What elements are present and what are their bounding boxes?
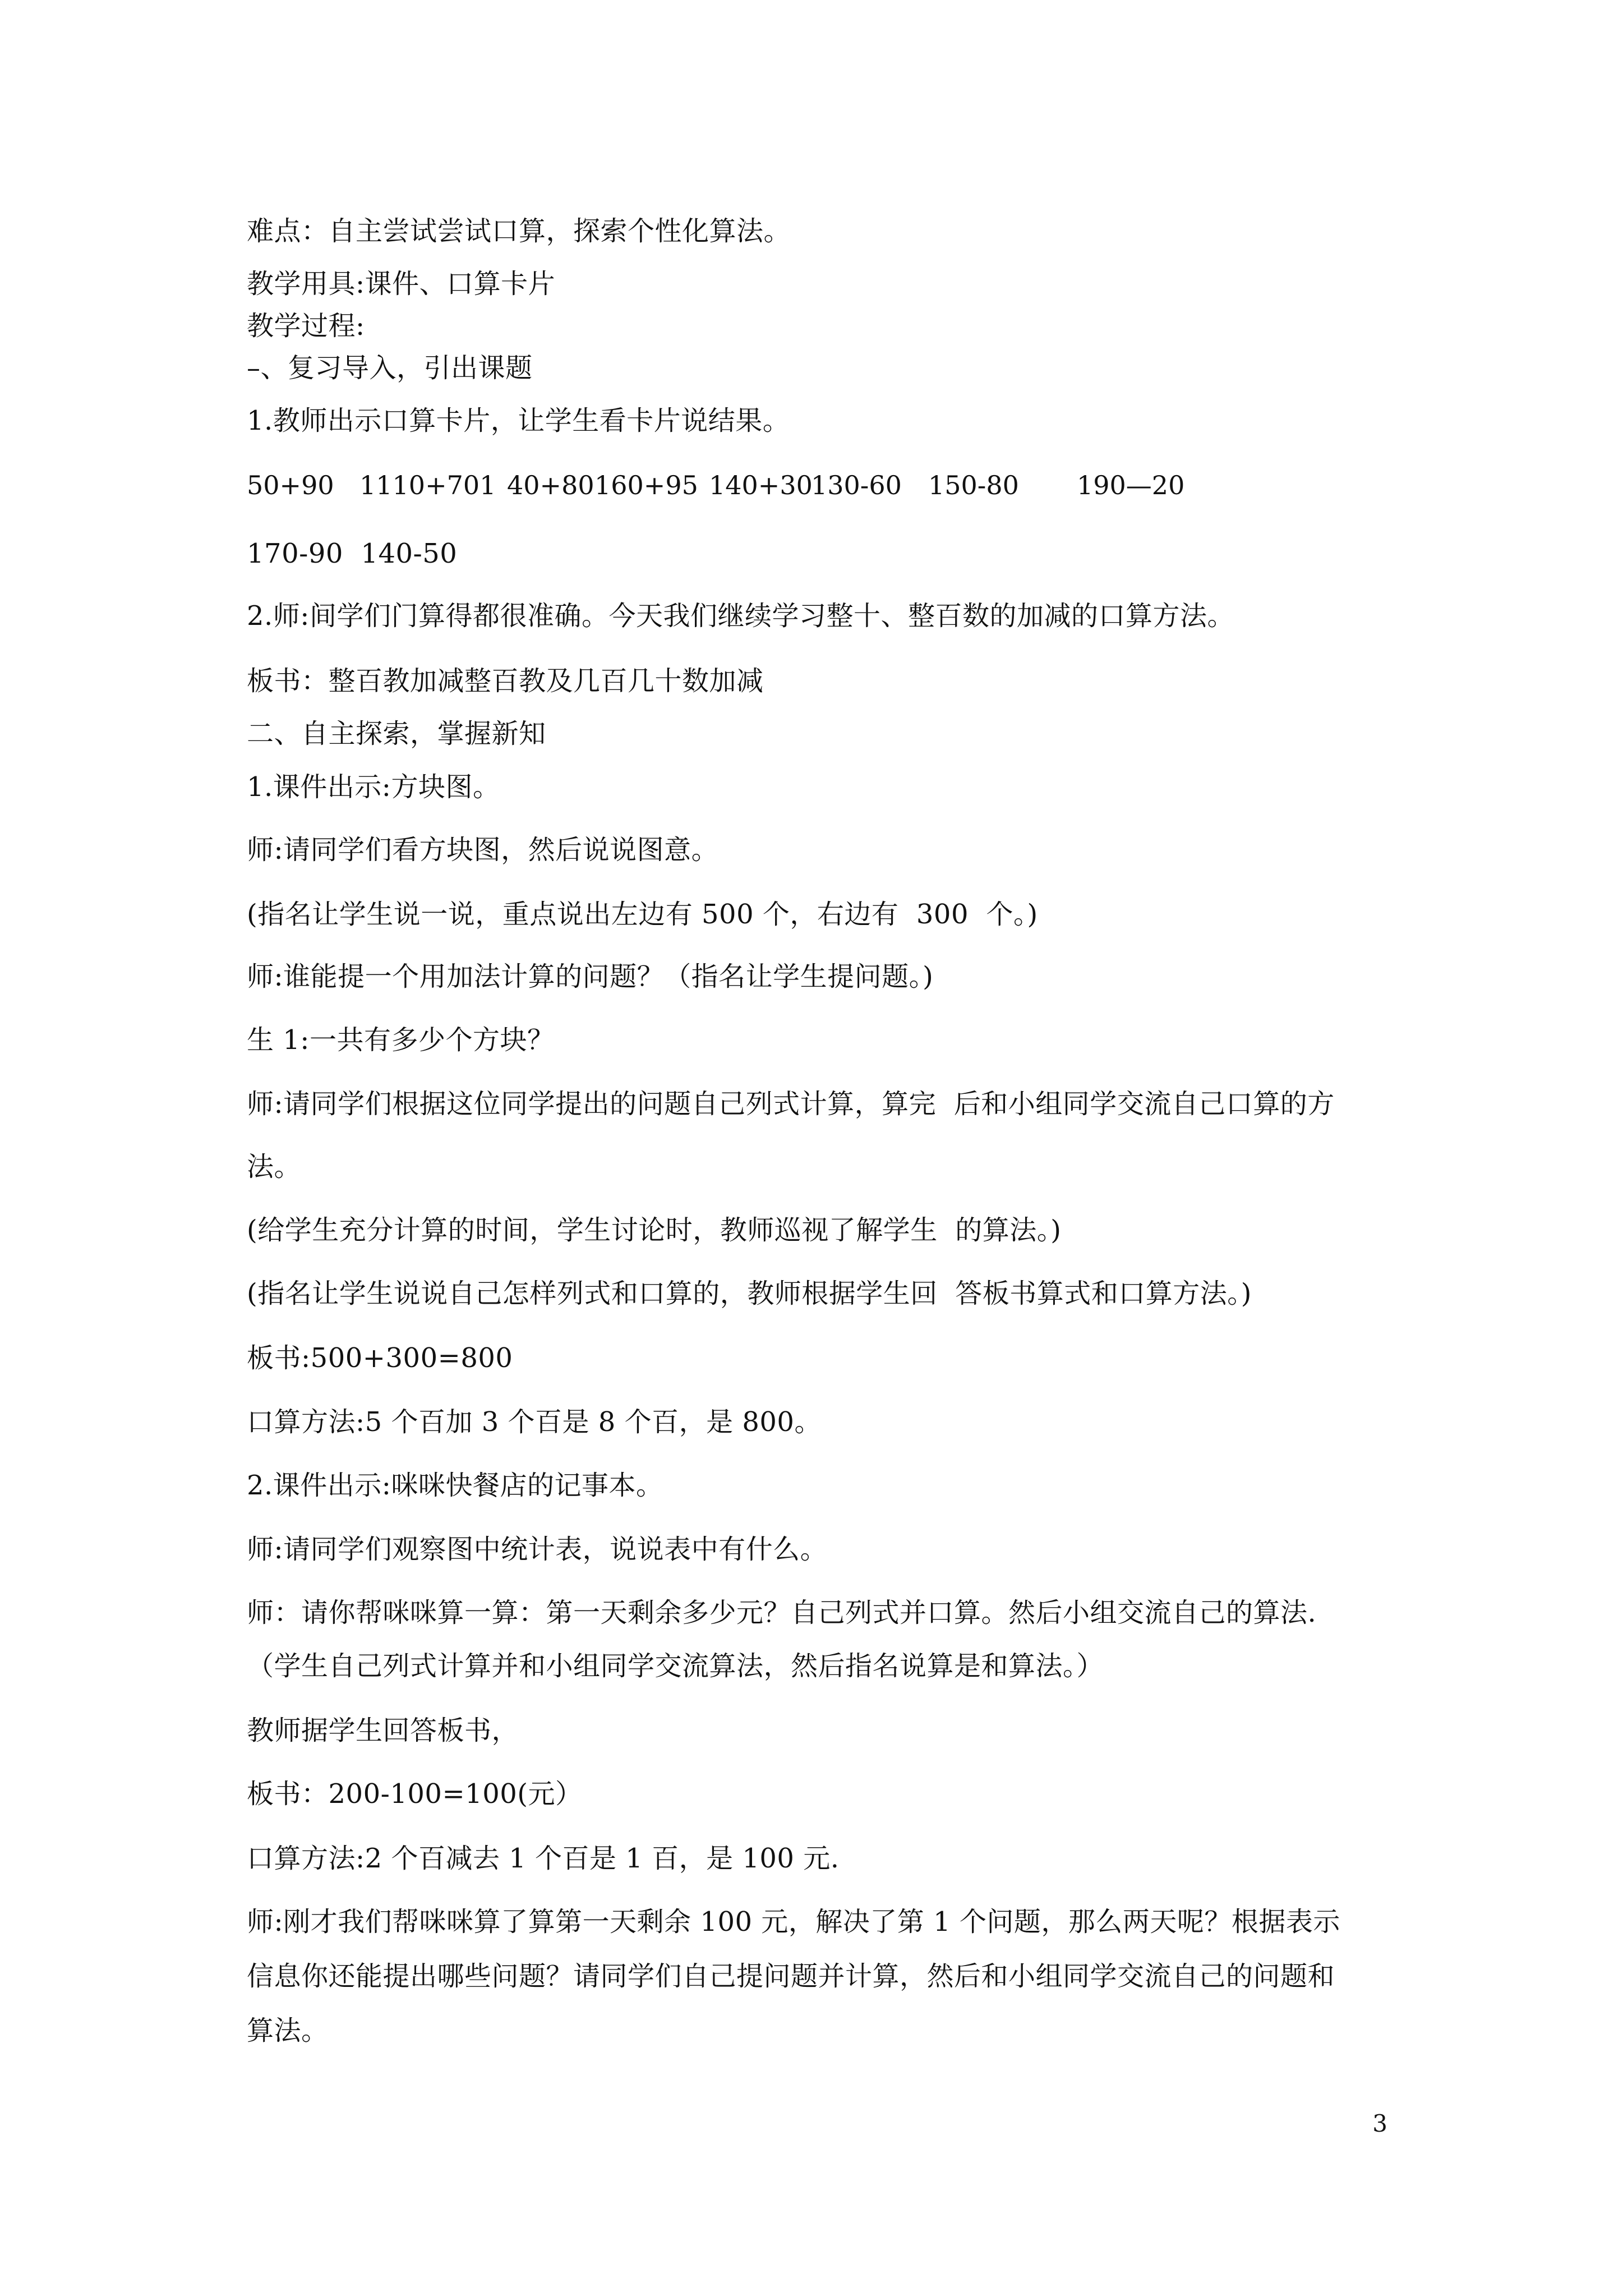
paragraph-line: 1.课件出示:方块图。 bbox=[247, 771, 500, 803]
calc-card-item: 150-80 bbox=[928, 470, 1019, 500]
paragraph-line: 师:谁能提一个用加法计算的问题？（指名让学生提问题。) bbox=[247, 961, 934, 992]
paragraph-line: 师:请同学们看方块图，然后说说图意。 bbox=[247, 834, 719, 866]
calc-card-item: 40+80 bbox=[507, 470, 594, 500]
paragraph-line: 师:请同学们观察图中统计表，说说表中有什么。 bbox=[247, 1534, 828, 1565]
difficulty-line: 难点：自主尝试尝试口算，探索个性化算法。 bbox=[247, 215, 791, 247]
paragraph-line: 2.课件出示:咪咪快餐店的记事本。 bbox=[247, 1470, 663, 1501]
paragraph-line: 算法。 bbox=[247, 2015, 329, 2046]
calc-card-item: 160+95 bbox=[594, 470, 698, 500]
paragraph-line: 师：请你帮咪咪算一算：第一天剩余多少元？自己列式并口算。然后小组交流自己的算法. bbox=[247, 1597, 1317, 1628]
paragraph-line: (指名让学生说说自己怎样列式和口算的，教师根据学生回 答板书算式和口算方法。) bbox=[247, 1278, 1252, 1309]
paragraph-line: 师:刚才我们帮咪咪算了算第一天剩余 100 元，解决了第 1 个问题，那么两天呢？根据表示 bbox=[247, 1906, 1340, 1938]
calc-card-row-second: 170-90 140-50 bbox=[247, 538, 458, 569]
teaching-process-heading: 教学过程: bbox=[247, 310, 365, 342]
calc-card-item: 1110+701 bbox=[359, 470, 496, 500]
board-writing-line: 板书：200-100=100(元） bbox=[247, 1778, 583, 1810]
paragraph-line: 口算方法:2 个百减去 1 个百是 1 百，是 100 元. bbox=[247, 1843, 840, 1874]
board-writing-line: 板书：整百教加减整百教及几百几十数加减 bbox=[247, 665, 764, 697]
paragraph-line: (指名让学生说一说，重点说出左边有 500 个，右边有 300 个。) bbox=[247, 899, 1038, 930]
paragraph-line: 口算方法:5 个百加 3 个百是 8 个百，是 800。 bbox=[247, 1406, 822, 1438]
paragraph-line: 生 1:一共有多少个方块？ bbox=[247, 1024, 555, 1056]
paragraph-line: 教师据学生回答板书， bbox=[247, 1715, 519, 1746]
section-one-heading: –、复习导入，引出课题 bbox=[247, 352, 533, 384]
paragraph-line: 法。 bbox=[247, 1151, 302, 1182]
calc-card-item: 140+30 bbox=[709, 470, 813, 500]
calc-card-item: 130-60 bbox=[811, 470, 902, 500]
paragraph-line: (给学生充分计算的时间，学生讨论时，教师巡视了解学生 的算法。) bbox=[247, 1214, 1062, 1246]
paragraph-line: （学生自己列式计算并和小组同学交流算法，然后指名说算是和算法。） bbox=[247, 1650, 1104, 1682]
calc-card-item: 50+90 bbox=[247, 470, 334, 500]
teaching-tools-line: 教学用具:课件、口算卡片 bbox=[247, 268, 556, 300]
page-number: 3 bbox=[1372, 2110, 1387, 2137]
paragraph-line: 师:请同学们根据这位同学提出的问题自己列式计算，算完 后和小组同学交流自己口算的方 bbox=[247, 1088, 1335, 1120]
paragraph-line: 信息你还能提出哪些问题？请同学们自己提问题并计算，然后和小组同学交流自己的问题和 bbox=[247, 1961, 1335, 1992]
section-two-heading: 二、自主探索，掌握新知 bbox=[247, 718, 546, 749]
paragraph-line: 2.师:间学们门算得都很准确。今天我们继续学习整十、整百数的加减的口算方法。 bbox=[247, 600, 1234, 632]
board-writing-line: 板书:500+300=800 bbox=[247, 1342, 513, 1374]
calc-card-item: 190—20 bbox=[1077, 470, 1185, 500]
paragraph-line: 1.教师出示口算卡片，让学生看卡片说结果。 bbox=[247, 405, 790, 436]
